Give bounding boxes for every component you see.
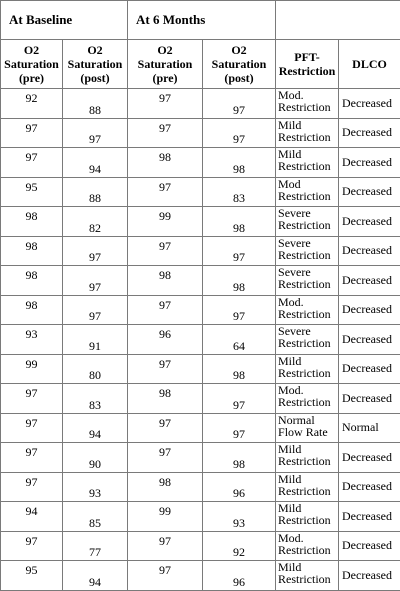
table-row <box>1 177 400 207</box>
cell-6m-pre: 97 <box>128 561 203 591</box>
cell-baseline-post: 97 <box>63 118 128 148</box>
cell-pft-restriction <box>276 266 339 296</box>
pft-line: Restriction <box>278 160 338 172</box>
cell-6m-pre: 97 <box>128 295 203 325</box>
pft-line: Mild <box>278 119 338 131</box>
cell-pft-restriction <box>276 384 339 414</box>
header-6m-post: O2 Saturation (post) <box>203 40 276 89</box>
cell-baseline-post: 83 <box>63 384 128 414</box>
group-baseline: At Baseline <box>1 1 128 40</box>
cell-baseline-post: 88 <box>63 89 128 119</box>
cell-baseline-pre: 98 <box>1 266 63 296</box>
cell-baseline-pre: 97 <box>1 384 63 414</box>
cell-pft-restriction <box>276 295 339 325</box>
cell-6m-post: 96 <box>203 561 276 591</box>
pft-line: Restriction <box>278 308 338 320</box>
group-blank <box>276 1 400 40</box>
pft-line: Mild <box>278 148 338 160</box>
table-row <box>1 443 400 473</box>
cell-6m-post: 98 <box>203 354 276 384</box>
cell-baseline-pre: 97 <box>1 413 63 443</box>
cell-6m-post: 98 <box>203 207 276 237</box>
cell-baseline-post: 85 <box>63 502 128 532</box>
cell-baseline-pre: 93 <box>1 325 63 355</box>
cell-pft-restriction <box>276 472 339 502</box>
cell-dlco: Decreased <box>339 502 400 532</box>
cell-baseline-post: 93 <box>63 472 128 502</box>
cell-baseline-pre: 98 <box>1 207 63 237</box>
pft-line: Mild <box>278 355 338 367</box>
table-row <box>1 384 400 414</box>
table-row <box>1 118 400 148</box>
cell-dlco: Decreased <box>339 207 400 237</box>
table-row <box>1 89 400 119</box>
cell-6m-post: 97 <box>203 118 276 148</box>
cell-dlco: Decreased <box>339 472 400 502</box>
cell-dlco: Decreased <box>339 531 400 561</box>
cell-pft-restriction <box>276 561 339 591</box>
cell-6m-pre: 98 <box>128 384 203 414</box>
pft-line: Mod. <box>278 384 338 396</box>
cell-baseline-pre: 97 <box>1 443 63 473</box>
cell-6m-post: 92 <box>203 531 276 561</box>
cell-6m-post: 83 <box>203 177 276 207</box>
cell-6m-pre: 97 <box>128 236 203 266</box>
cell-baseline-post: 77 <box>63 531 128 561</box>
pft-line: Restriction <box>278 514 338 526</box>
pft-line: Severe <box>278 325 338 337</box>
cell-6m-pre: 98 <box>128 472 203 502</box>
pft-line: Mod. <box>278 296 338 308</box>
pft-line: Mild <box>278 473 338 485</box>
cell-dlco: Decreased <box>339 295 400 325</box>
pft-line: Mod. <box>278 532 338 544</box>
pft-line: Restriction <box>278 101 338 113</box>
cell-6m-post: 97 <box>203 384 276 414</box>
cell-baseline-post: 97 <box>63 266 128 296</box>
cell-6m-pre: 97 <box>128 177 203 207</box>
table-row <box>1 207 400 237</box>
pft-line: Restriction <box>278 131 338 143</box>
cell-dlco: Decreased <box>339 118 400 148</box>
cell-6m-pre: 98 <box>128 266 203 296</box>
header-baseline-pre: O2 Saturation (pre) <box>1 40 63 89</box>
cell-6m-pre: 97 <box>128 118 203 148</box>
pft-line: Mod <box>278 178 338 190</box>
cell-6m-post: 98 <box>203 148 276 178</box>
cell-baseline-pre: 97 <box>1 531 63 561</box>
cell-baseline-pre: 94 <box>1 502 63 532</box>
cell-6m-pre: 97 <box>128 531 203 561</box>
cell-pft-restriction <box>276 236 339 266</box>
cell-6m-post: 64 <box>203 325 276 355</box>
cell-6m-pre: 98 <box>128 148 203 178</box>
cell-baseline-post: 90 <box>63 443 128 473</box>
cell-baseline-pre: 98 <box>1 236 63 266</box>
group-six-months: At 6 Months <box>128 1 276 40</box>
cell-dlco: Normal <box>339 413 400 443</box>
cell-6m-pre: 99 <box>128 502 203 532</box>
pft-line: Restriction <box>278 485 338 497</box>
pft-line: Restriction <box>278 367 338 379</box>
cell-6m-post: 97 <box>203 89 276 119</box>
cell-baseline-post: 97 <box>63 236 128 266</box>
cell-baseline-post: 94 <box>63 561 128 591</box>
cell-6m-pre: 96 <box>128 325 203 355</box>
header-baseline-post: O2 Saturation (post) <box>63 40 128 89</box>
header-dlco: DLCO <box>339 40 400 89</box>
cell-baseline-pre: 92 <box>1 89 63 119</box>
table-row <box>1 472 400 502</box>
cell-pft-restriction <box>276 531 339 561</box>
cell-6m-post: 98 <box>203 266 276 296</box>
cell-6m-post: 97 <box>203 413 276 443</box>
cell-baseline-pre: 97 <box>1 148 63 178</box>
cell-pft-restriction <box>276 325 339 355</box>
cell-dlco: Decreased <box>339 443 400 473</box>
pft-line: Severe <box>278 237 338 249</box>
table-row <box>1 561 400 591</box>
pft-line: Restriction <box>278 573 338 585</box>
cell-dlco: Decreased <box>339 561 400 591</box>
table-row <box>1 531 400 561</box>
cell-baseline-post: 91 <box>63 325 128 355</box>
pft-line: Mod. <box>278 89 338 101</box>
cell-baseline-post: 80 <box>63 354 128 384</box>
cell-dlco: Decreased <box>339 384 400 414</box>
cell-dlco: Decreased <box>339 266 400 296</box>
cell-pft-restriction <box>276 443 339 473</box>
column-header-row <box>1 40 400 89</box>
pft-line: Mild <box>278 443 338 455</box>
cell-pft-restriction <box>276 177 339 207</box>
pft-line: Flow Rate <box>278 426 338 438</box>
table-row <box>1 266 400 296</box>
cell-6m-post: 97 <box>203 236 276 266</box>
cell-dlco: Decreased <box>339 177 400 207</box>
cell-baseline-pre: 95 <box>1 177 63 207</box>
pft-line: Restriction <box>278 337 338 349</box>
group-header-row <box>1 1 400 40</box>
cell-6m-pre: 99 <box>128 207 203 237</box>
cell-6m-pre: 97 <box>128 354 203 384</box>
cell-baseline-pre: 99 <box>1 354 63 384</box>
cell-6m-pre: 97 <box>128 89 203 119</box>
pft-line: Restriction <box>278 219 338 231</box>
cell-pft-restriction <box>276 502 339 532</box>
cell-dlco: Decreased <box>339 236 400 266</box>
cell-baseline-post: 94 <box>63 148 128 178</box>
cell-baseline-pre: 97 <box>1 118 63 148</box>
cell-baseline-pre: 98 <box>1 295 63 325</box>
cell-6m-post: 93 <box>203 502 276 532</box>
cell-pft-restriction <box>276 354 339 384</box>
cell-baseline-post: 94 <box>63 413 128 443</box>
header-6m-pre: O2 Saturation (pre) <box>128 40 203 89</box>
cell-baseline-post: 97 <box>63 295 128 325</box>
pft-line: Restriction <box>278 396 338 408</box>
cell-dlco: Decreased <box>339 325 400 355</box>
table-row <box>1 236 400 266</box>
cell-baseline-pre: 97 <box>1 472 63 502</box>
table-row <box>1 148 400 178</box>
pft-line: Severe <box>278 266 338 278</box>
cell-pft-restriction <box>276 89 339 119</box>
cell-pft-restriction <box>276 413 339 443</box>
pft-line: Restriction <box>278 278 338 290</box>
cell-pft-restriction <box>276 118 339 148</box>
table-row <box>1 502 400 532</box>
cell-baseline-pre: 95 <box>1 561 63 591</box>
cell-baseline-post: 88 <box>63 177 128 207</box>
cell-dlco: Decreased <box>339 354 400 384</box>
pft-line: Restriction <box>278 190 338 202</box>
table-row <box>1 413 400 443</box>
cell-pft-restriction <box>276 148 339 178</box>
pft-line: Normal <box>278 414 338 426</box>
header-pft: PFT- Restriction <box>276 40 339 89</box>
cell-6m-pre: 97 <box>128 443 203 473</box>
cell-6m-post: 97 <box>203 295 276 325</box>
table-row <box>1 325 400 355</box>
pft-line: Restriction <box>278 249 338 261</box>
pft-line: Restriction <box>278 455 338 467</box>
cell-dlco: Decreased <box>339 148 400 178</box>
table-row <box>1 354 400 384</box>
cell-pft-restriction <box>276 207 339 237</box>
cell-6m-post: 98 <box>203 443 276 473</box>
cell-dlco: Decreased <box>339 89 400 119</box>
cell-6m-pre: 97 <box>128 413 203 443</box>
pft-line: Severe <box>278 207 338 219</box>
table-row <box>1 295 400 325</box>
cell-6m-post: 96 <box>203 472 276 502</box>
pft-line: Mild <box>278 502 338 514</box>
pft-line: Restriction <box>278 544 338 556</box>
cell-baseline-post: 82 <box>63 207 128 237</box>
pft-line: Mild <box>278 561 338 573</box>
